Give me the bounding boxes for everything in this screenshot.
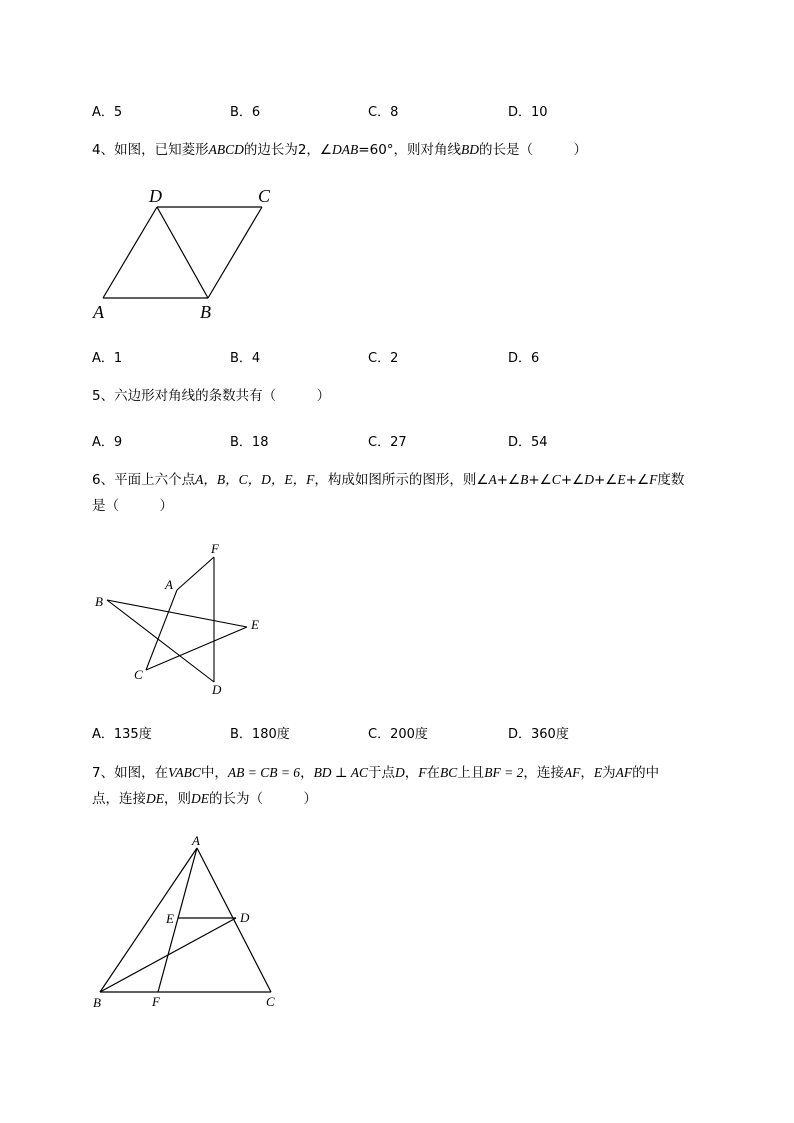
q6-option-a: A．135度 <box>92 727 152 742</box>
q5-option-c: C．27 <box>368 435 407 450</box>
q3-option-c: C．8 <box>368 105 399 120</box>
q5-option-b: B．18 <box>230 435 269 450</box>
q6-stem-line2: 是（ ） <box>92 498 173 514</box>
q7-label-b: B <box>93 995 101 1010</box>
q6-label-a: A <box>165 577 173 592</box>
q7-stem-line1: 7、如图，在VABC中，AB = CB = 6，BD ⊥ AC于点D，F在BC上且BF = 2，连接AF，E为AF的中 <box>92 765 660 781</box>
q6-label-c: C <box>134 667 143 682</box>
q4-option-a: A．1 <box>92 351 123 366</box>
q4-label-d: D <box>149 186 162 206</box>
q7-label-d: D <box>240 910 250 925</box>
q6-option-c: C．200度 <box>368 727 428 742</box>
q3-option-b: B．6 <box>230 105 261 120</box>
q4-label-b: B <box>200 302 211 322</box>
q5-stem: 5、六边形对角线的条数共有（ ） <box>92 388 331 404</box>
q6-stem-line1: 6、平面上六个点A，B，C，D，E，F，构成如图所示的图形，则∠A+∠B+∠C+∠D+∠E+∠F度数 <box>92 472 685 488</box>
q7-stem-line2: 点，连接DE，则DE的长为（ ） <box>92 791 317 807</box>
q5-option-a: A．9 <box>92 435 123 450</box>
q3-option-d: D．10 <box>508 105 548 120</box>
q6-label-f: F <box>211 541 219 556</box>
q3-option-a: A．5 <box>92 105 123 120</box>
q6-label-b: B <box>95 594 103 609</box>
q6-label-d: D <box>212 682 222 697</box>
q7-side-ab <box>100 848 197 992</box>
q7-side-ac <box>197 848 271 992</box>
q4-stem: 4、如图，已知菱形ABCD的边长为2，∠DAB=60°，则对角线BD的长是（ ） <box>92 142 588 158</box>
q6-option-b: B．180度 <box>230 727 290 742</box>
q7-label-f: F <box>152 994 160 1009</box>
q4-option-c: C．2 <box>368 351 399 366</box>
q6-option-d: D．360度 <box>508 727 569 742</box>
q4-option-b: B．4 <box>230 351 261 366</box>
q4-option-d: D．6 <box>508 351 540 366</box>
q7-label-c: C <box>266 994 275 1009</box>
q5-option-d: D．54 <box>508 435 548 450</box>
q4-label-a: A <box>93 302 104 322</box>
q7-label-a: A <box>192 833 200 848</box>
q4-label-c: C <box>258 186 271 206</box>
q6-label-e: E <box>251 617 259 632</box>
q7-seg-bd <box>100 918 236 992</box>
q7-label-e: E <box>166 911 174 926</box>
q7-seg-af <box>158 848 197 992</box>
